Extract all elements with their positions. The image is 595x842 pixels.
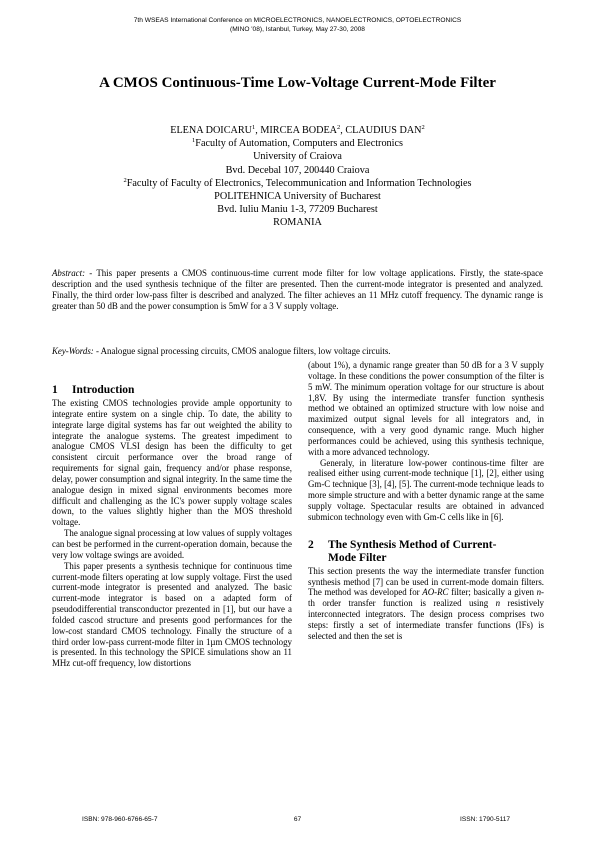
page-number: 67: [293, 816, 302, 823]
affiliation-country: ROMANIA: [273, 217, 322, 229]
keywords-text: - Analogue signal processing circuits, CMOS analogue filters, low voltage circuits.: [93, 346, 391, 356]
affiliation-2: $^2$Faculty of Faculty of Electronics, Telecommunication and Information Technologies: [123, 176, 472, 189]
conference-header: [0, 16, 595, 34]
author-names: ELENA DOICARU$^1$, MIRCEA BODEA$^2$, CLAUDIUS DAN$^2$: [170, 124, 425, 136]
abstract: [52, 268, 543, 312]
affiliation-1-university: University of Craiova: [253, 151, 342, 163]
paper-title: A CMOS Continuous-Time Low-Voltage Current-Mode Filter: [99, 75, 496, 91]
abstract-label: Abstract:: [52, 268, 86, 278]
section-2-heading: 2 The Synthesis Method of Current- Mode Filter: [308, 538, 497, 564]
right-column: [308, 360, 544, 642]
abstract-text: - This paper presents a CMOS continuous-time current mode filter for low voltage applications. Firstly, the state-space description and the used synthesis technique of the filter are presented. Then the current-mode integrator is presented and analyzed. Finally, the third order low-pass filter is described and analyzed. The filter achieves an 11 MHz cutoff frequency. The dynamic range is greater than 50 dB and the power consumption is 5mW for a 3 V supply voltage.: [52, 268, 543, 311]
section-1-heading: 1 Introduction: [52, 384, 135, 396]
affiliation-2-address: Bvd. Iuliu Maniu 1-3, 77209 Bucharest: [217, 204, 378, 216]
section-1-paragraph-2: The analogue signal processing at low values of supply voltages can best be performed in the current-operation domain, because the very low voltage swings are avoided.: [52, 528, 292, 560]
conference-line-1: 7th WSEAS International Conference on MICROELECTRONICS, NANOELECTRONICS, OPTOELECTRONICS: [133, 17, 462, 24]
section-1-paragraph-1: The existing CMOS technologies provide ample opportunity to integrate entire system on a single chip. To date, the ability to integrate large digital systems has far out weighted the ability to integrate the analogue systems. The greatest impediment to analogue CMOS VLSI design has been the difficulty to get consistent circuit performance over the broad range of requirements for signal gain, frequency and/or phase response, delay, power consumption and signal integrity. In the same time the analogue design in mixed signal environments becomes more difficult and challenging as the IC's power supply voltage scales down, to the values slightly higher than the MOS threshold voltage.: [52, 398, 292, 528]
section-1-paragraph-3: This paper presents a synthesis technique for continuous time current-mode filters operating at low supply voltage. First the used current-mode integrator is presented and analyzed. The basic current-mode integrator is based on a adapted form of pseudodifferential transconductor prezented in [1], but our have a folded cascod structure and presents good performances for the low-cost standard CMOS technology. Finally the structure of a third order low-pass current-mode filter in 1µm CMOS technology is presented. In this technology the SPICE simulations show an 11 MHz cut-off frequency, low distortions: [52, 560, 292, 669]
affiliation-1-address: Bvd. Decebal 107, 200440 Craiova: [225, 164, 370, 176]
keywords-label: Key-Words:: [52, 346, 94, 356]
affiliation-2-university: POLITEHNICA University of Bucharest: [214, 191, 381, 203]
section-1-paragraph-4: Generaly, in literature low-power continous-time filter are realised either using current-mode technique [1], [2], either using Gm-C technique [3], [4], [5]. The current-mode technique leads to more simple structure and with a better dynamic range at the same supply voltage. Spectacular results are obtained in advanced submicon technology even with Gm-C cells like in [6].: [308, 457, 544, 522]
section-1-paragraph-3-continued: (about 1%), a dynamic range greater than 50 dB for a 3 V supply voltage. In these conditions the power consumption of the filter is 5 mW. The minimum operation voltage for our structure is about 1,8V. By using the intermediate transfer function synthesis method we obtained an optimized structure with low noise and maximized output signal levels for all integrators and, in consequence, with a very good dynamic range. Much higher performances could be achieved, using this synthesis technique, with a more advanced technology.: [308, 360, 544, 457]
keywords: [52, 346, 543, 357]
issn: ISSN: 1790-5117: [460, 816, 511, 823]
left-column: [52, 384, 292, 669]
conference-line-2: (MINO '08), Istanbul, Turkey, May 27-30, 2008: [230, 26, 365, 33]
author-block: [0, 124, 595, 230]
affiliation-1: $^1$Faculty of Automation, Computers and Electronics: [192, 137, 403, 150]
section-2-paragraph-1: This section presents the way the intermediate transfer function synthesis method [7] can be used in current-mode domain filters. The method was developed for AO-RC filter; basically a given n-th order transfer function is realized using n resistively interconnected integrators. The design process comprises two steps: firstly a set of intermediate transfer functions (IFs) is selected and then the set is: [308, 565, 544, 641]
isbn: ISBN: 978-960-6766-65-7: [82, 816, 158, 823]
